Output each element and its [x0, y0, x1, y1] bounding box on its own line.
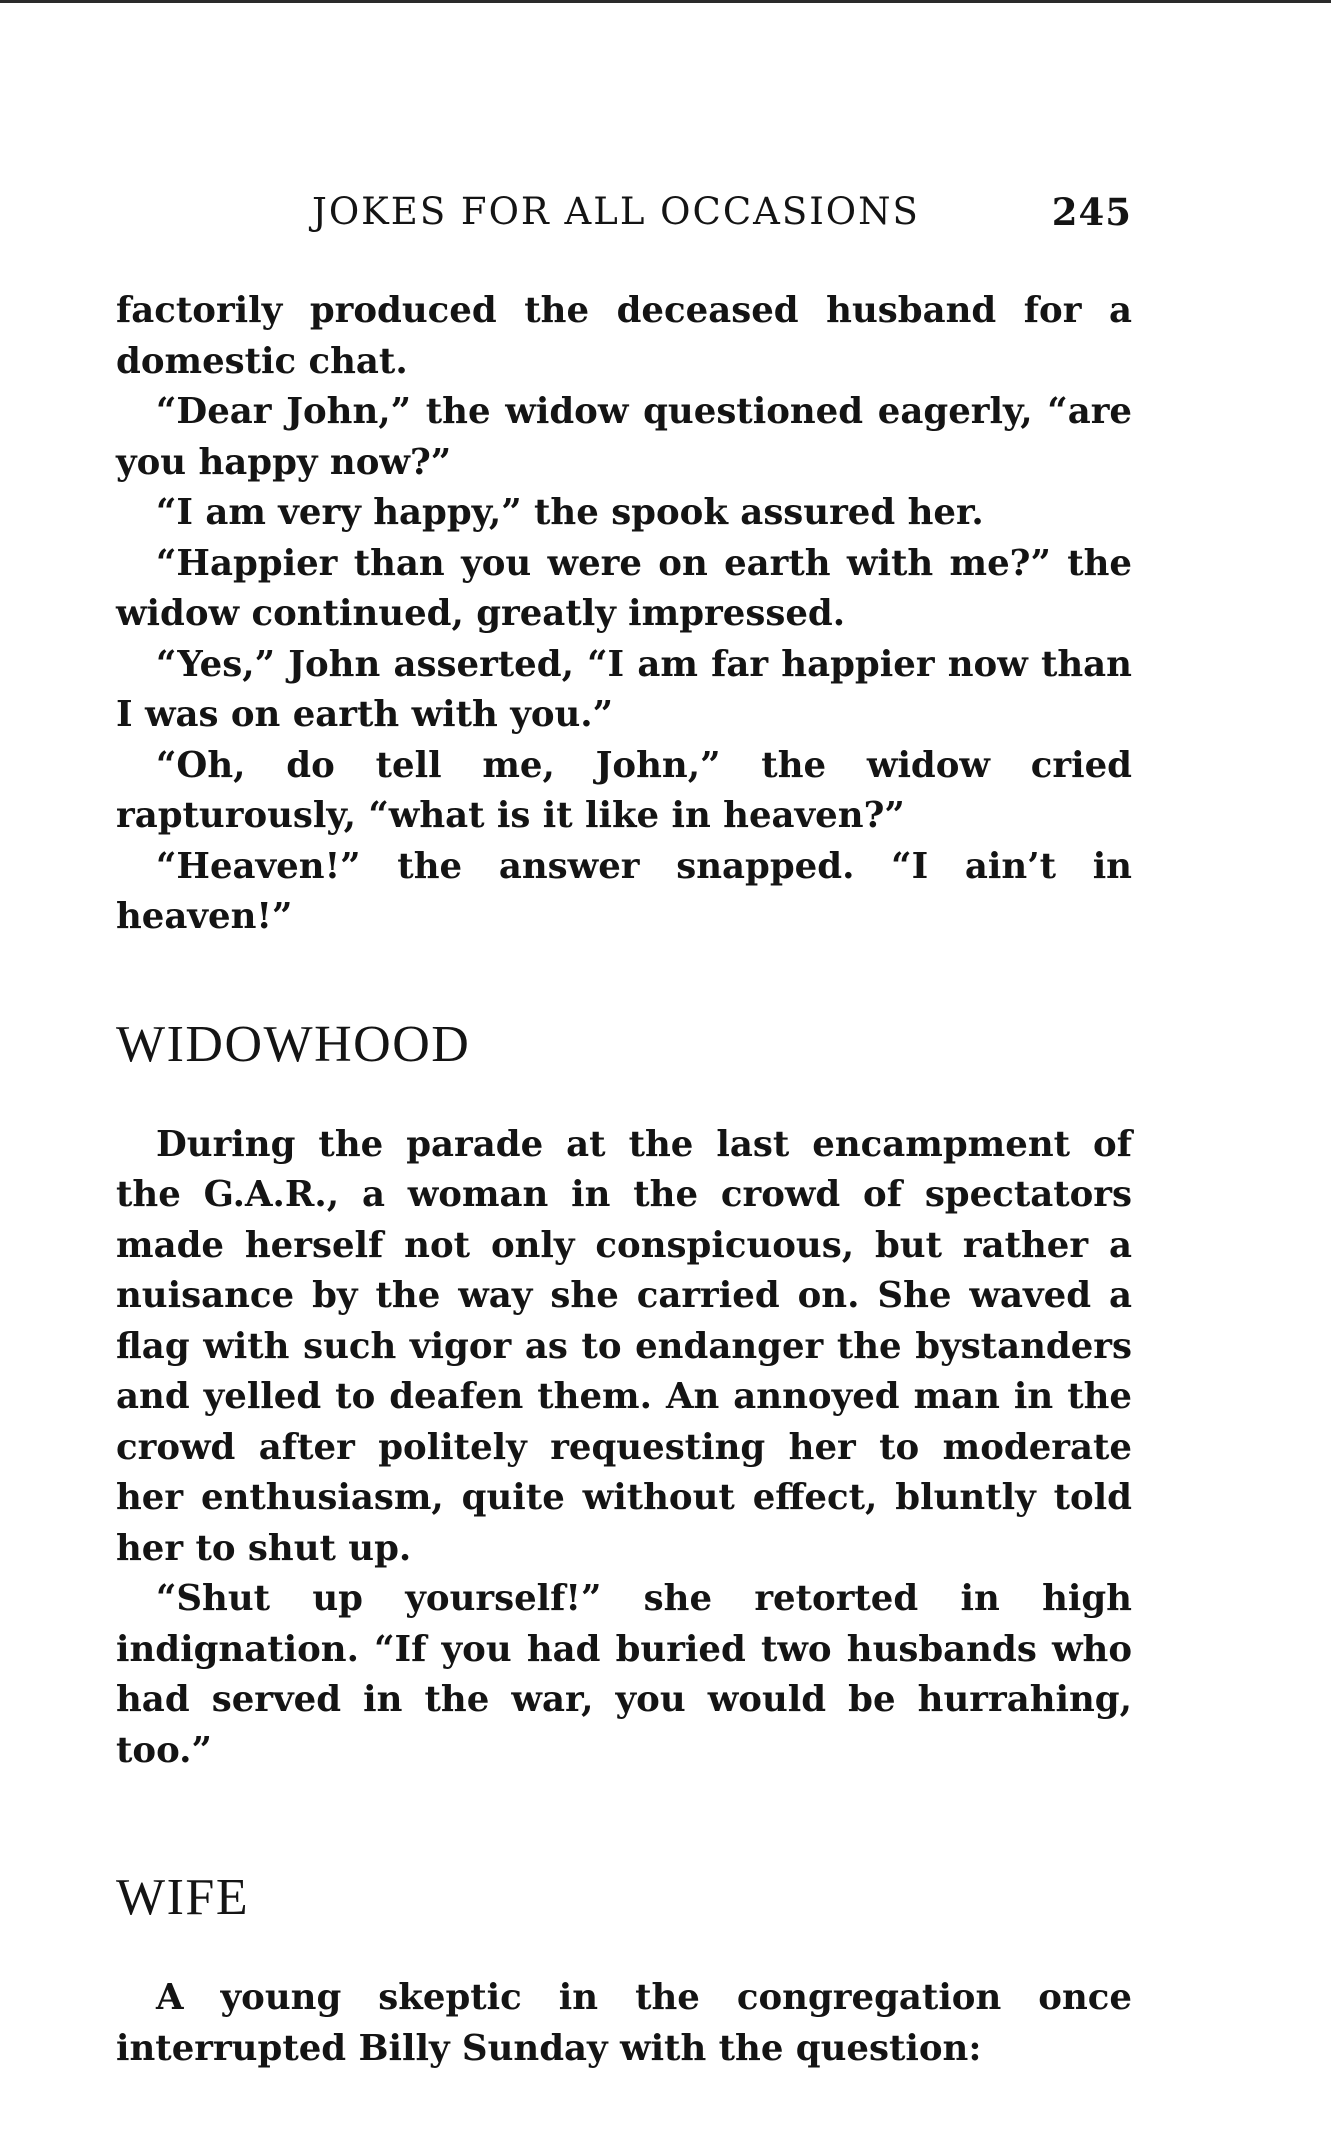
- paragraph: “Happier than you were on earth with me?” the widow continued, greatly impressed.: [116, 542, 1132, 634]
- paragraph: During the parade at the last encampment of the G.A.R., a woman in the crowd of spectators made herself not only conspicuous, but rather a nuisance by the way she carried on. She waved a flag with such vigor as to endanger the bystanders and yelled to deafen them. An annoyed man in the crowd after politely requesting her to moderate her enthusiasm, quite without effect, bluntly told her to shut up.: [116, 1123, 1132, 1569]
- page-number: 245: [1051, 190, 1132, 234]
- book-page: [116, 190, 1132, 2074]
- running-head-title: JOKES FOR ALL OCCASIONS: [312, 190, 920, 233]
- top-border-line: [0, 0, 1331, 3]
- paragraph: “I am very happy,” the spook assured her.: [156, 492, 984, 533]
- paragraph: “Oh, do tell me, John,” the widow cried rapturously, “what is it like in heaven?”: [116, 744, 1132, 836]
- running-head: [116, 190, 1132, 240]
- paragraph: “Heaven!” the answer snapped. “I ain’t in heaven!”: [116, 845, 1132, 937]
- page-body: [116, 286, 1132, 2074]
- paragraph: “Dear John,” the widow questioned eagerly, “are you happy now?”: [116, 391, 1132, 483]
- section-heading-wife: WIFE: [116, 1869, 250, 1926]
- paragraph: “Yes,” John asserted, “I am far happier now than I was on earth with you.”: [116, 643, 1132, 735]
- section-heading-widowhood: WIDOWHOOD: [116, 1015, 471, 1073]
- paragraph-continued: factorily produced the deceased husband for a domestic chat.: [116, 290, 1132, 382]
- paragraph: “Shut up yourself!” she retorted in high indignation. “If you had buried two husbands who had served in the war, you would be hurrahing, too.”: [116, 1578, 1132, 1771]
- paragraph: A young skeptic in the congregation once interrupted Billy Sunday with the question:: [116, 1977, 1132, 2069]
